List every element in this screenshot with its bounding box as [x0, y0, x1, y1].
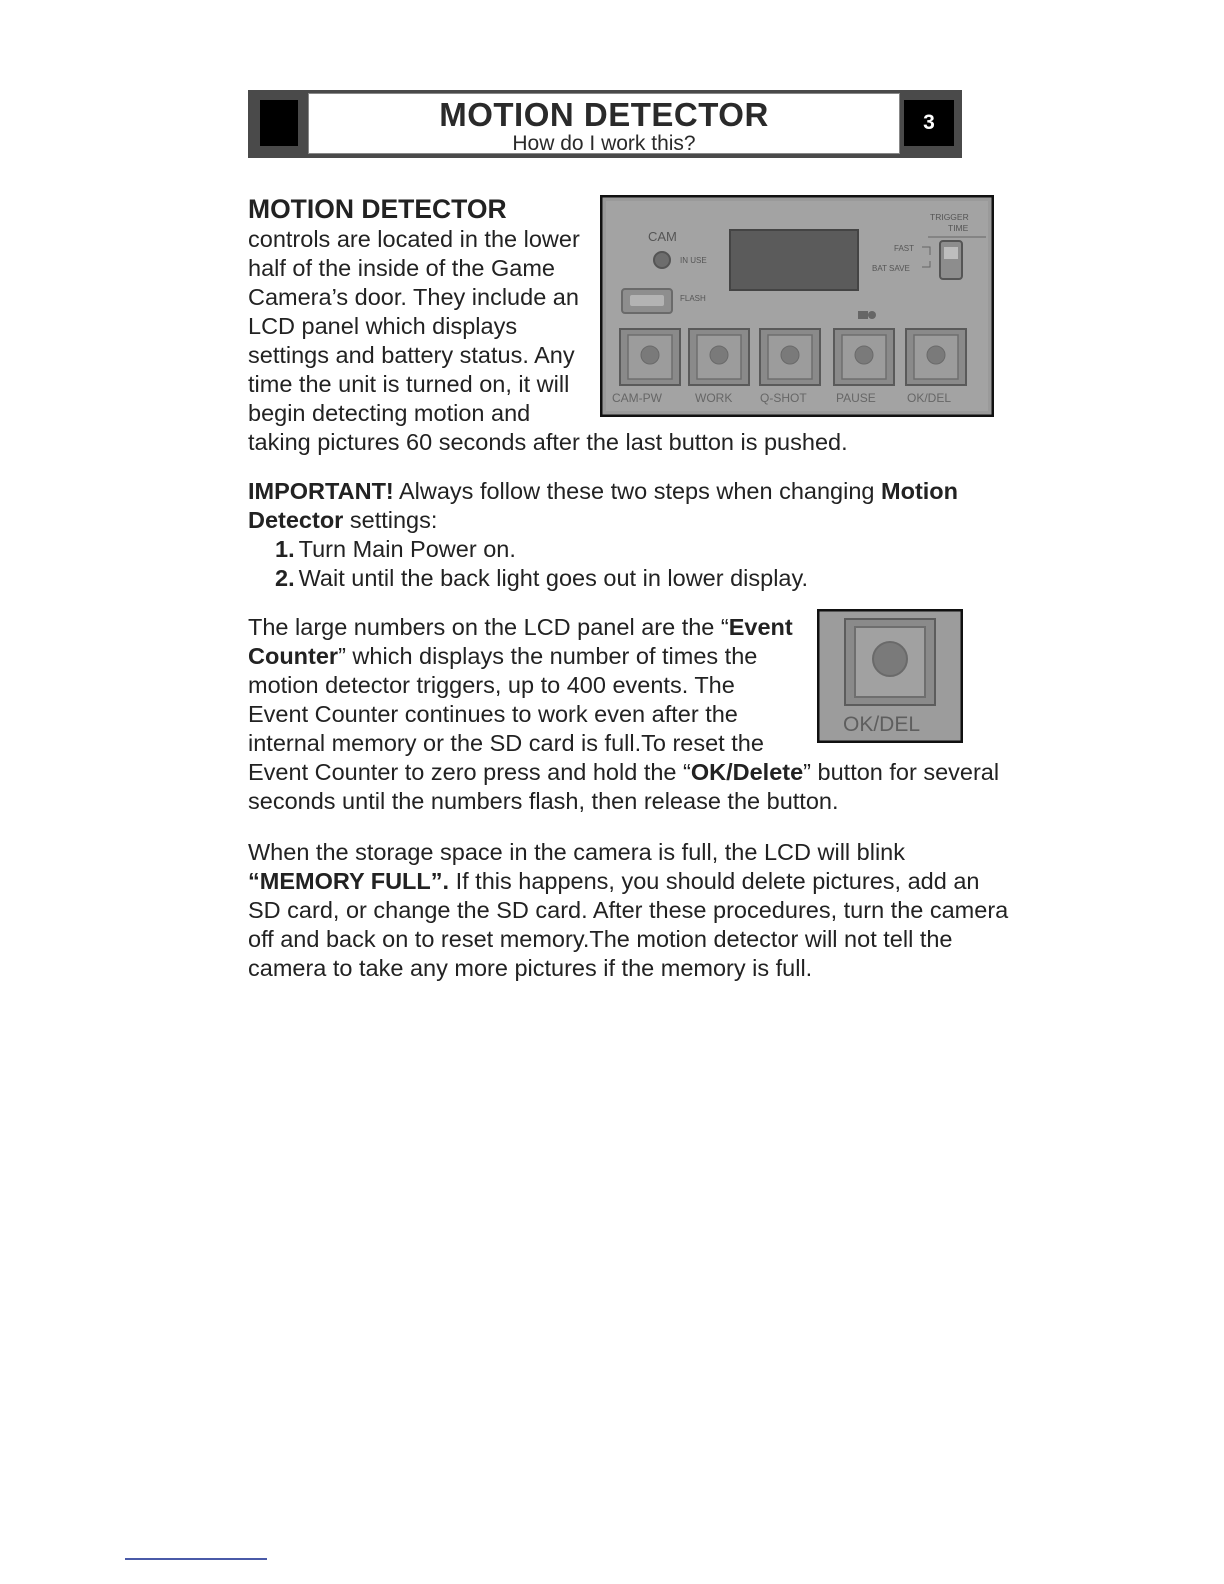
- motion-detector-panel-photo: [600, 195, 994, 417]
- paragraph-1-body: controls are located in the lower half of the inside of the Game Camera’s door. They include an LCD panel which displays settings and battery status. Any time the unit is turned on, it will begin detecting motion and taking pictures 60 seconds after the last button is pushed.: [248, 226, 848, 455]
- button-label-ok-del: OK/DEL: [907, 391, 952, 405]
- header-left-block: [260, 100, 298, 146]
- page-header: [248, 90, 962, 158]
- button-label-work: WORK: [695, 391, 733, 405]
- header-title-box: [308, 93, 900, 154]
- button-label-q-shot: Q-SHOT: [760, 391, 807, 405]
- memory-full-label: “MEMORY FULL”.: [248, 868, 450, 894]
- paragraph-2-text-2: settings:: [343, 507, 438, 533]
- paragraph-4-text-2: If this happens, you should delete pictures, add an SD card, or change the SD card. After these procedures, turn the camera off and back on to reset memory.The motion detector will not tell the camera to take any more pictures if the memory is full.: [248, 868, 1009, 981]
- step-text: Wait until the back light goes out in lower display.: [298, 565, 809, 591]
- step-number: 2.: [275, 565, 295, 591]
- panel-button-pause: [834, 329, 894, 385]
- step-text: Turn Main Power on.: [298, 536, 516, 562]
- panel-button-q-shot: [760, 329, 820, 385]
- step-item: [275, 564, 1018, 593]
- trigger-label-1: TRIGGER: [930, 212, 969, 222]
- important-label: IMPORTANT!: [248, 478, 394, 504]
- button-label-pause: PAUSE: [836, 391, 876, 405]
- ok-delete-label: OK/Delete: [690, 759, 804, 785]
- button-label-cam-pw: CAM-PW: [612, 391, 662, 405]
- trigger-label-2: TIME: [948, 223, 969, 233]
- paragraph-3-text-3: ” button for several seconds until the numbers flash, then release the button.: [248, 759, 1000, 814]
- trigger-time-switch: [940, 241, 962, 279]
- paragraph-4: [248, 838, 1018, 983]
- ok-delete-button-photo: [817, 609, 963, 743]
- in-use-label: IN USE: [680, 256, 707, 265]
- event-counter-label: Event Counter: [248, 614, 793, 669]
- in-use-led-icon: [654, 252, 670, 268]
- paragraph-2-text-1: Always follow these two steps when changing: [393, 478, 882, 504]
- paragraph-4-text-1: When the storage space in the camera is full, the LCD will blink: [248, 839, 906, 865]
- speaker-icon: [858, 311, 876, 319]
- paragraph-2: [248, 477, 1018, 535]
- footer-rule: [125, 1558, 267, 1560]
- panel-button-ok-del: [906, 329, 966, 385]
- step-item: [275, 535, 1018, 564]
- page-title: MOTION DETECTOR: [439, 96, 769, 133]
- page-subtitle: How do I work this?: [512, 132, 696, 155]
- flash-label: FLASH: [680, 294, 706, 303]
- fast-label: FAST: [894, 244, 915, 253]
- section-heading: MOTION DETECTOR: [248, 194, 507, 224]
- steps-list: [248, 535, 1018, 593]
- page-content: [248, 193, 1018, 983]
- page-number: 3: [904, 100, 954, 146]
- panel-button-cam-pw: [620, 329, 680, 385]
- lcd-screen: [730, 230, 858, 290]
- paragraph-3-text-1: The large numbers on the LCD panel are the “: [248, 614, 729, 640]
- paragraph-3-text-2: ” which displays the number of times the motion detector triggers, up to 400 events. The Event Counter continues to work even after the internal memory or the SD card is full.To reset the Event Counter to zero press and hold the “: [248, 643, 764, 785]
- ok-del-label: OK/DEL: [843, 713, 921, 736]
- step-number: 1.: [275, 536, 295, 562]
- bat-save-label: BAT SAVE: [872, 264, 910, 273]
- cam-label: CAM: [648, 229, 677, 244]
- motion-detector-label: Motion Detector: [248, 478, 959, 533]
- panel-button-work: [689, 329, 749, 385]
